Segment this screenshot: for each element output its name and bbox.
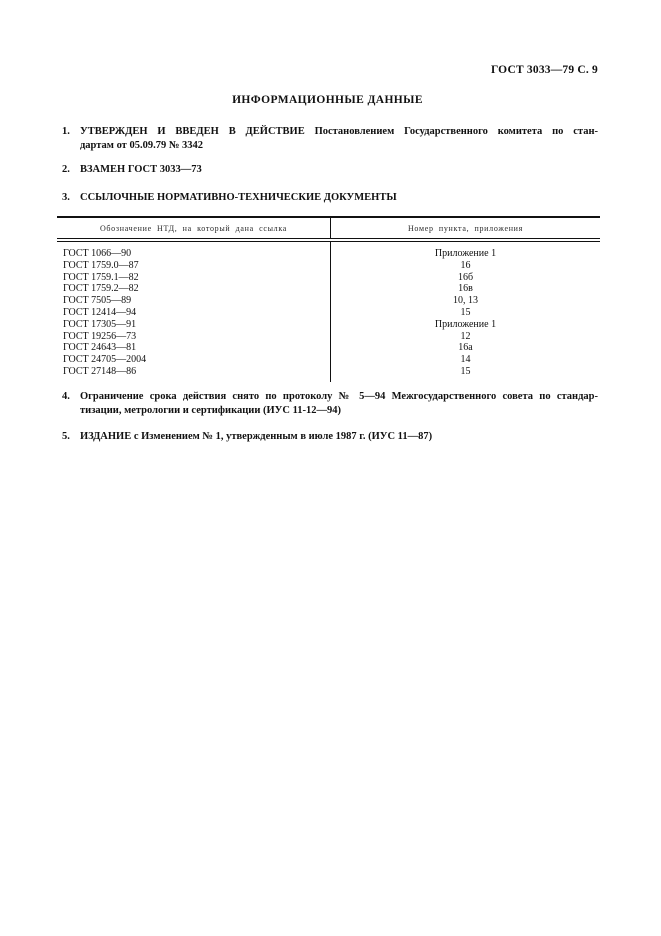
table-cell-ref: Приложение 1 [434,318,497,330]
table-cell-ntd: ГОСТ 24643—81 [63,342,137,354]
item-number: 4. [62,391,70,402]
table-cell-ref: 16б [457,271,474,283]
table-cell-ref: 16 [460,259,471,271]
table-cell-ref: 15 [460,365,471,377]
table-cell-ref: 15 [460,306,471,318]
table-cell-ntd: ГОСТ 27148—86 [63,365,137,377]
item-number: 1. [62,126,70,137]
table-cell-ntd: ГОСТ 24705—2004 [63,354,147,366]
table-cell-ref: Приложение 1 [434,248,497,259]
item-text-line: ВЗАМЕН ГОСТ 3033—73 [80,164,202,175]
table-cell-ntd: ГОСТ 1759.1—82 [63,271,139,283]
item-text [80,191,598,205]
item-text [80,430,598,444]
item-number: 5. [62,431,70,442]
table-column-ntd [57,242,331,382]
header-cell-ref: Номер пункта, приложения [407,223,524,233]
table-cell-ntd: ГОСТ 12414—94 [63,306,137,318]
table-cell-ntd: ГОСТ 19256—73 [63,330,137,342]
table-cell-ntd: ГОСТ 7505—89 [63,295,132,307]
table-cell-ref: 16а [458,342,473,354]
list-item-5 [62,430,598,444]
item-number: 3. [62,192,70,203]
item-text-line: ИЗДАНИЕ с Изменением № 1, утвержденным в июле 1987 г. (ИУС 11—87) [80,431,433,442]
list-item-3 [62,191,598,205]
item-number: 2. [62,164,70,175]
table-cell-ref: 10, 13 [453,295,478,307]
table-body [57,242,600,382]
item-text-line: УТВЕРЖДЕН И ВВЕДЕН В ДЕЙСТВИЕ Постановлением Государственного комитета по стан- [80,126,598,137]
item-text-line: ССЫЛОЧНЫЕ НОРМАТИВНО-ТЕХНИЧЕСКИЕ ДОКУМЕНТЫ [80,192,397,203]
table-column-ref [331,242,600,382]
table-cell-ref: 16в [458,283,473,295]
list-item-2 [62,163,598,177]
page-title: ИНФОРМАЦИОННЫЕ ДАННЫЕ [232,94,423,106]
item-text [80,163,598,177]
table-cell-ref: 14 [460,354,471,366]
references-table [57,216,600,382]
item-text-line: дартам от 05.09.79 № 3342 [80,140,204,151]
item-text [80,125,598,153]
item-text-line: Ограничение срока действия снято по протоколу № 5—94 Межгосударственного совета по стандар- [80,391,598,402]
table-cell-ntd: ГОСТ 1759.0—87 [63,259,139,271]
item-text-line: тизации, метрологии и сертификации (ИУС 11-12—94) [80,405,342,416]
header-cell-ntd: Обозначение НТД, на который дана ссылка [57,218,331,238]
page-header: ГОСТ 3033—79 С. 9 [490,64,598,76]
table-cell-ref: 12 [460,330,471,342]
table-cell-ntd: ГОСТ 1066—90 [63,248,132,259]
table-cell-ntd: ГОСТ 17305—91 [63,318,137,330]
item-text [80,390,598,418]
list-item-4 [62,390,598,418]
table-header-row [57,216,600,242]
table-cell-ntd: ГОСТ 1759.2—82 [63,283,139,295]
list-item-1 [62,125,598,153]
